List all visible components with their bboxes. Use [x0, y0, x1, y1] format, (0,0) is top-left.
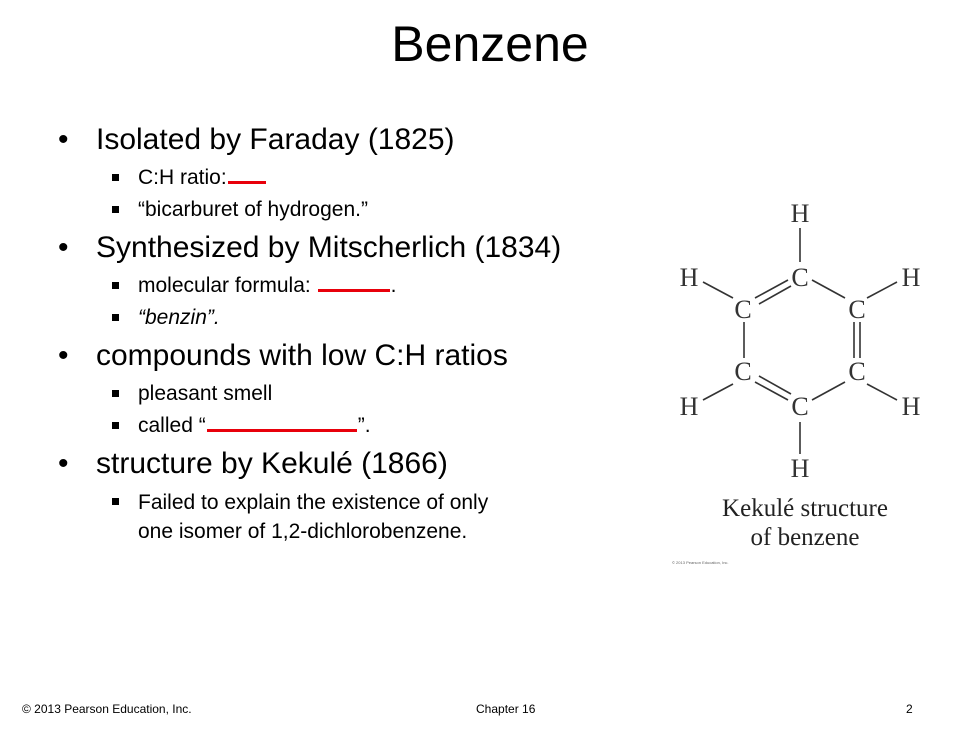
sub-bullet-text: molecular formula: [138, 274, 317, 297]
atom-c-upper-right: C [848, 295, 866, 324]
atom-h-bottom: H [790, 454, 810, 483]
slide-title: Benzene [391, 16, 589, 72]
kekule-benzene-structure [665, 190, 935, 490]
bond-ch-lower-left [703, 384, 733, 400]
bond-cc-double-c2 [755, 382, 788, 400]
bullet-faraday: • Isolated by Faraday (1825) [58, 118, 638, 162]
figure-caption [690, 494, 920, 552]
sub-bullet-text: pleasant smell [138, 382, 273, 405]
bullet-list [58, 118, 638, 546]
caption-line-2: of benzene [750, 524, 860, 551]
atom-c-lower-right: C [848, 357, 866, 386]
answer-blank [228, 167, 266, 184]
sub-bullet-text: C:H ratio: [138, 166, 227, 189]
atom-c-bottom: C [791, 392, 809, 421]
bond-cc-double-a2 [759, 286, 791, 304]
atom-h-upper-right: H [901, 263, 921, 292]
atom-h-lower-right: H [901, 392, 921, 421]
sub-bullet-text-line1: Failed to explain the existence of only [138, 491, 489, 514]
sub-bullet-molecular-formula [58, 270, 638, 302]
figure-credit: © 2013 Pearson Education, Inc. [672, 560, 729, 565]
sub-bullet-text-suffix: ”. [357, 414, 371, 437]
sub-bullet-benzin [58, 302, 638, 334]
bullet-low-ch-ratio: • compounds with low C:H ratios [58, 334, 638, 378]
atom-c-top: C [791, 263, 809, 292]
footer-page-number: 2 [906, 702, 913, 716]
footer-chapter: Chapter 16 [476, 702, 536, 716]
atom-h-upper-left: H [679, 263, 699, 292]
bullet-kekule: • structure by Kekulé (1866) [58, 442, 638, 486]
footer-copyright: © 2013 Pearson Education, Inc. [22, 702, 192, 716]
bond-cc-single-bottom-right [812, 382, 845, 400]
sub-bullet-text-suffix: . [390, 274, 397, 297]
bond-ch-upper-right [867, 282, 897, 298]
sub-bullet-ch-ratio [58, 162, 638, 194]
answer-blank [207, 415, 357, 432]
bond-cc-double-a1 [755, 280, 788, 298]
sub-bullet-text: called “ [138, 414, 206, 437]
bond-cc-single-top-right [812, 280, 845, 298]
bond-ch-upper-left [703, 282, 733, 298]
bullet-mitscherlich: • Synthesized by Mitscherlich (1834) [58, 226, 638, 270]
atom-c-upper-left: C [734, 295, 752, 324]
sub-bullet-text-line2: one isomer of 1,2-dichlorobenzene. [138, 520, 468, 543]
atom-h-top: H [790, 199, 810, 228]
atom-h-lower-left: H [679, 392, 699, 421]
answer-blank [318, 275, 390, 292]
sub-bullet-pleasant-smell [58, 378, 638, 410]
bond-cc-double-c1 [759, 376, 791, 394]
caption-line-1: Kekulé structure [722, 495, 888, 522]
bond-ch-lower-right [867, 384, 897, 400]
atom-c-lower-left: C [734, 357, 752, 386]
sub-bullet-isomer-failure [58, 486, 638, 546]
sub-bullet-called [58, 410, 638, 442]
sub-bullet-bicarburet [58, 194, 638, 226]
sub-bullet-text: “benzin”. [138, 306, 220, 329]
sub-bullet-text: “bicarburet of hydrogen.” [138, 198, 368, 221]
